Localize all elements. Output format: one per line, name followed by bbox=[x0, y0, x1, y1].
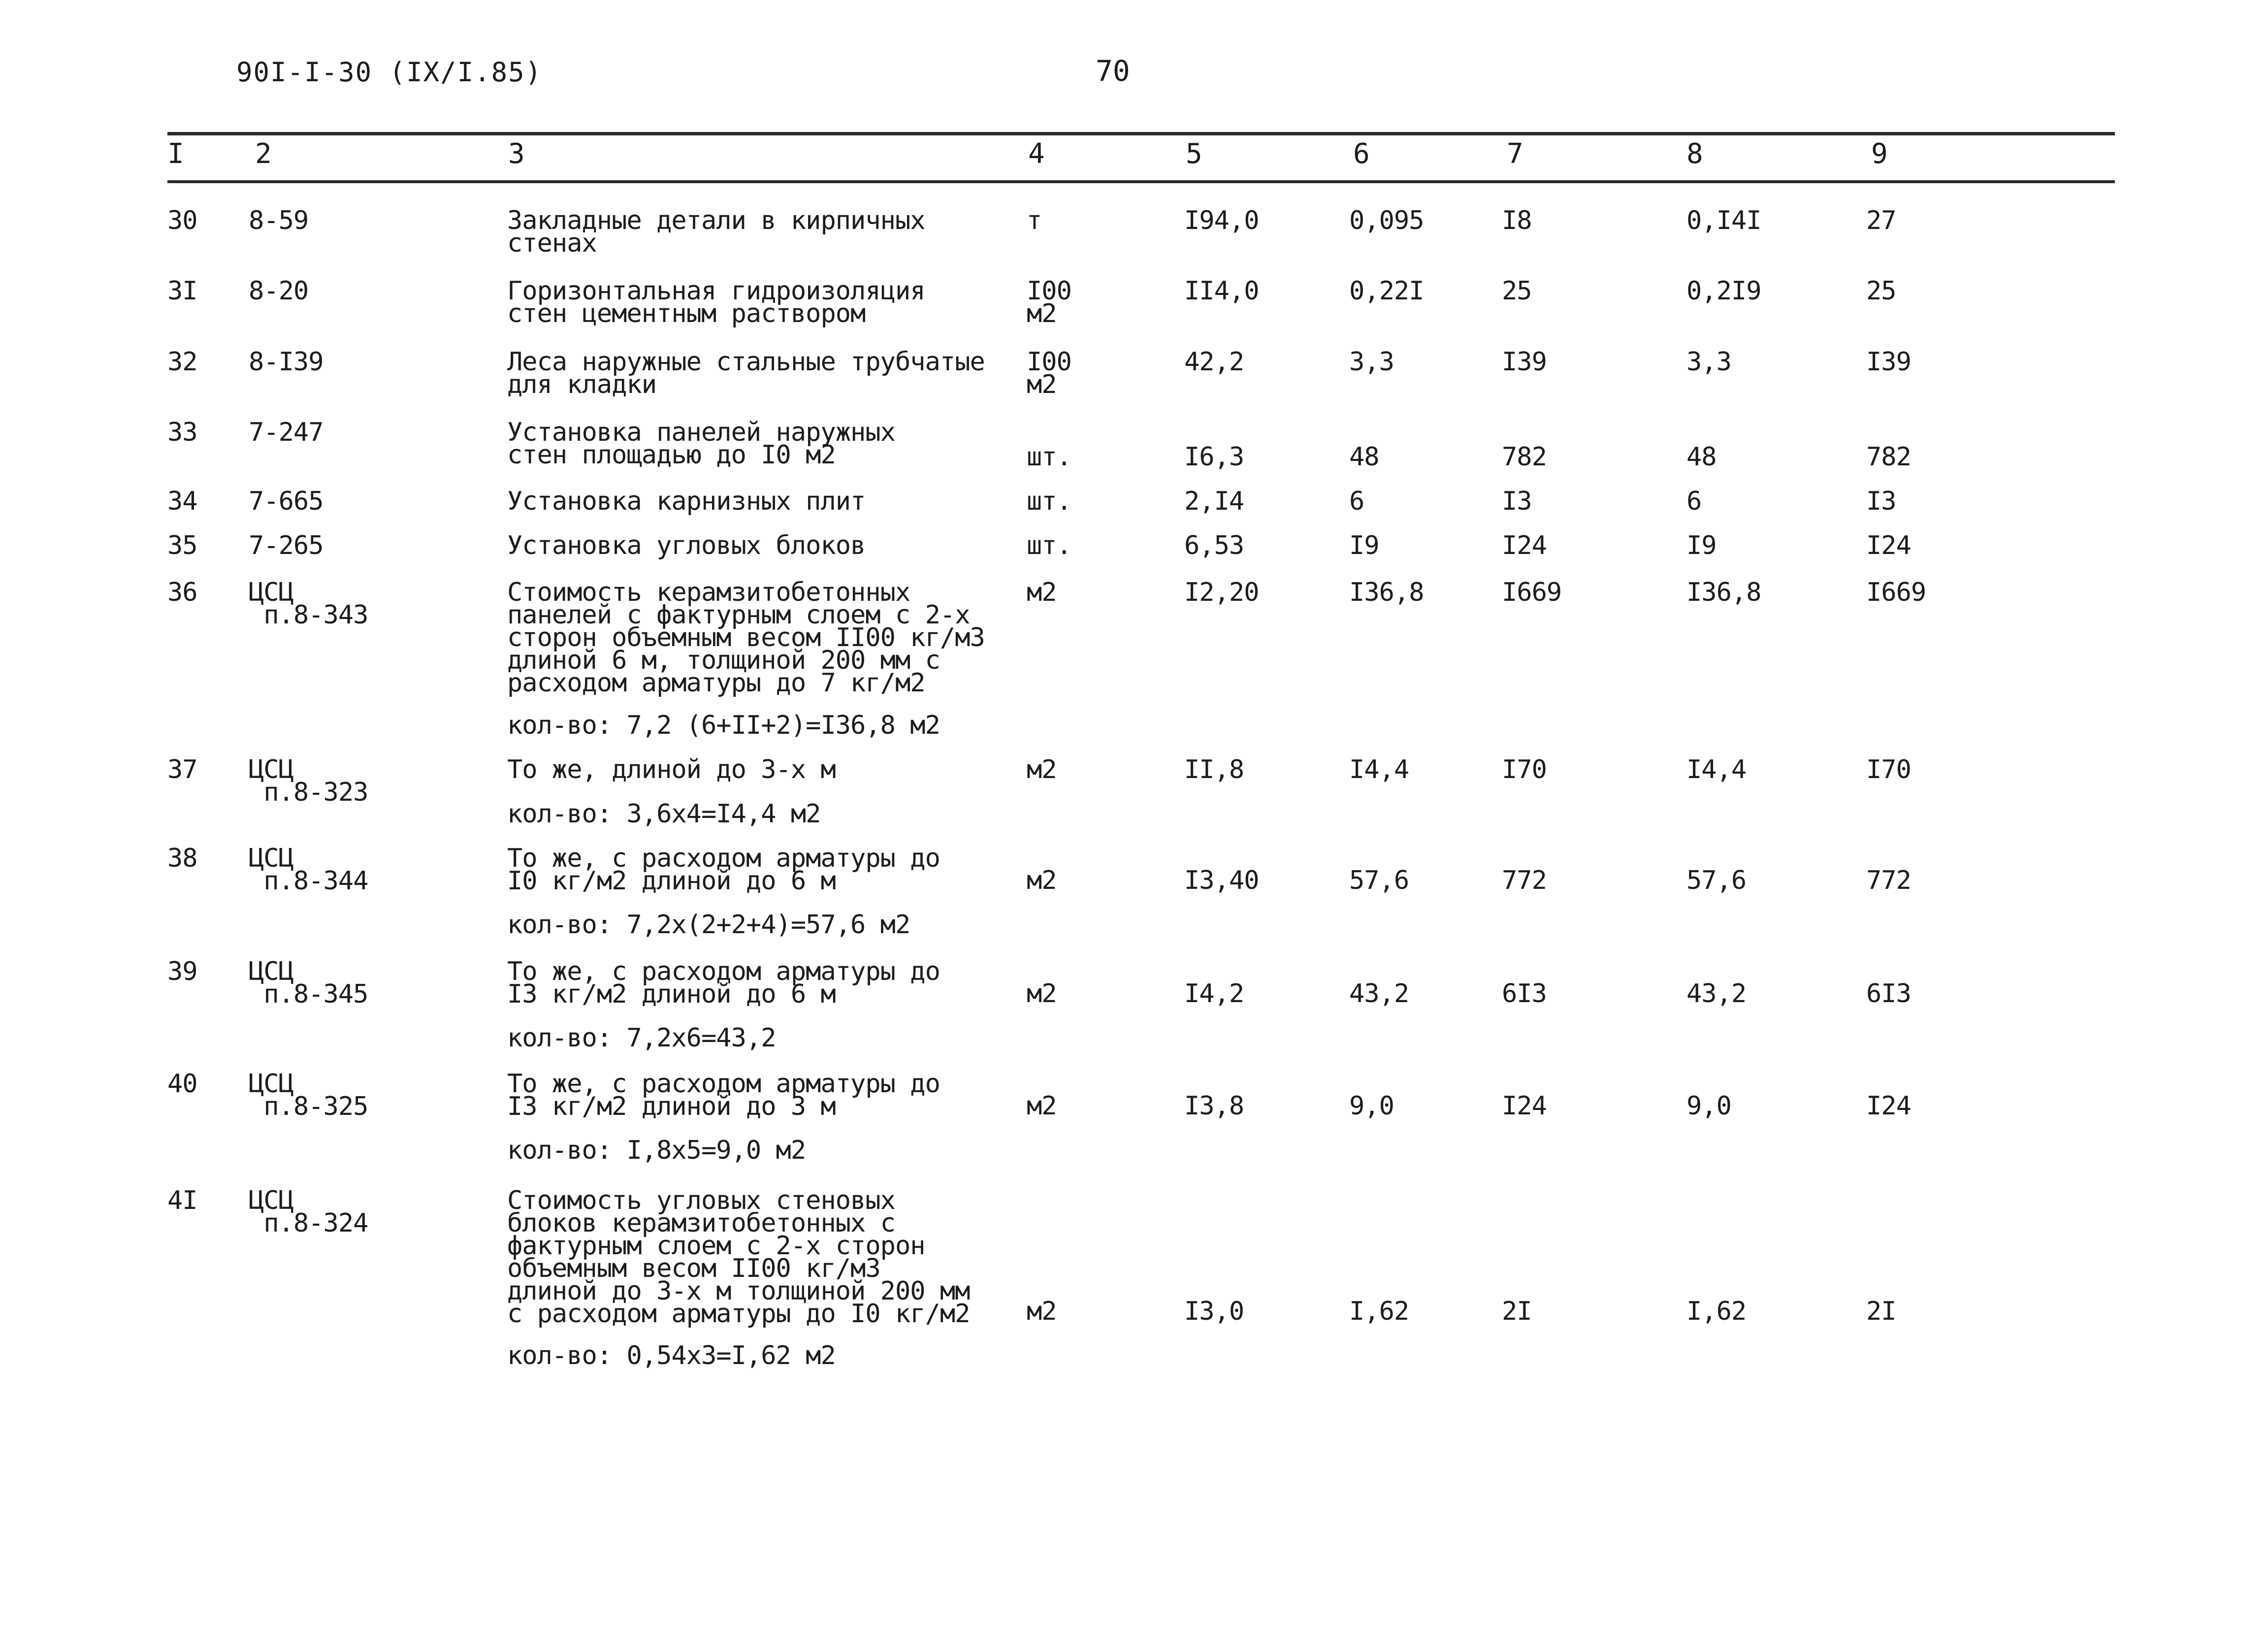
row-col7-value: I24 bbox=[1502, 1091, 1547, 1121]
row-code: 7-665 bbox=[249, 487, 324, 516]
row-col9-value: 772 bbox=[1866, 866, 1911, 895]
row-quantity-note: кол-во: 7,2х(2+2+4)=57,6 м2 bbox=[507, 910, 910, 940]
row-code: 8-20 bbox=[249, 276, 309, 306]
row-col5-value: 6,53 bbox=[1184, 531, 1244, 560]
row-description: Леса наружные стальные трубчатые для кладки bbox=[507, 347, 985, 399]
row-unit: м2 bbox=[1027, 866, 1057, 895]
row-col8-value: 0,I4I bbox=[1686, 206, 1761, 235]
row-col6-value: 0,22I bbox=[1349, 276, 1424, 306]
row-unit: шт. bbox=[1027, 442, 1071, 472]
row-unit: I00 м2 bbox=[1027, 347, 1071, 399]
row-number: 33 bbox=[167, 418, 197, 447]
row-col8-value: 3,3 bbox=[1686, 347, 1731, 377]
row-unit: I00 м2 bbox=[1027, 276, 1071, 328]
row-col6-value: 3,3 bbox=[1349, 347, 1394, 377]
column-header-9: 9 bbox=[1871, 138, 1888, 170]
row-description: То же, с расходом арматуры до I3 кг/м2 длиной до 6 м bbox=[507, 957, 940, 1009]
row-number: 39 bbox=[167, 957, 197, 986]
row-number: 3I bbox=[167, 276, 197, 306]
column-header-7: 7 bbox=[1507, 138, 1523, 170]
row-col8-value: 9,0 bbox=[1686, 1091, 1731, 1121]
row-col9-value: 25 bbox=[1866, 276, 1896, 306]
row-code: 8-59 bbox=[249, 206, 309, 235]
row-number: 36 bbox=[167, 578, 197, 607]
row-col8-value: 43,2 bbox=[1686, 979, 1747, 1009]
row-col9-value: 2I bbox=[1866, 1297, 1896, 1326]
row-number: 34 bbox=[167, 487, 197, 516]
row-col7-value: 6I3 bbox=[1502, 979, 1547, 1009]
row-number: 37 bbox=[167, 755, 197, 784]
row-description: То же, с расходом арматуры до I0 кг/м2 длиной до 6 м bbox=[507, 844, 940, 896]
row-code: ЦСЦ п.8-344 bbox=[249, 844, 368, 896]
row-description: Закладные детали в кирпичных стенах bbox=[507, 206, 925, 258]
row-col5-value: I6,3 bbox=[1184, 442, 1244, 472]
column-header-1: I bbox=[167, 138, 184, 170]
row-col5-value: I4,2 bbox=[1184, 979, 1244, 1009]
row-number: 40 bbox=[167, 1069, 197, 1099]
table-header-rule bbox=[167, 180, 2115, 183]
row-col6-value: 48 bbox=[1349, 442, 1379, 472]
row-description: Стоимость угловых стеновых блоков керамзитобетонных с фактурным слоем с 2-х сторон объемным весом II00 кг/м3 длиной до 3-х м толщиной 200 мм с расходом арматуры до I0 кг/м2 bbox=[507, 1186, 970, 1329]
row-description: Установка карнизных плит bbox=[507, 487, 866, 516]
column-header-2: 2 bbox=[255, 138, 272, 170]
row-code: 8-I39 bbox=[249, 347, 324, 377]
row-unit: м2 bbox=[1027, 1091, 1057, 1121]
row-col8-value: 48 bbox=[1686, 442, 1717, 472]
row-col7-value: I8 bbox=[1502, 206, 1532, 235]
row-col6-value: I36,8 bbox=[1349, 578, 1424, 607]
row-code: 7-265 bbox=[249, 531, 324, 560]
row-col5-value: I3,0 bbox=[1184, 1297, 1244, 1326]
row-quantity-note: кол-во: 0,54х3=I,62 м2 bbox=[507, 1341, 836, 1370]
row-col6-value: 6 bbox=[1349, 487, 1364, 516]
row-col8-value: 57,6 bbox=[1686, 866, 1747, 895]
row-code: ЦСЦ п.8-343 bbox=[249, 578, 368, 630]
row-col8-value: I9 bbox=[1686, 531, 1717, 560]
row-col7-value: I669 bbox=[1502, 578, 1562, 607]
row-col5-value: II,8 bbox=[1184, 755, 1244, 784]
row-col7-value: 25 bbox=[1502, 276, 1532, 306]
row-quantity-note: кол-во: I,8х5=9,0 м2 bbox=[507, 1136, 806, 1165]
row-unit: м2 bbox=[1027, 1297, 1057, 1326]
row-col5-value: 42,2 bbox=[1184, 347, 1244, 377]
row-col6-value: I4,4 bbox=[1349, 755, 1409, 784]
row-col9-value: 27 bbox=[1866, 206, 1896, 235]
row-col9-value: I669 bbox=[1866, 578, 1926, 607]
row-col5-value: I3,40 bbox=[1184, 866, 1259, 895]
row-description: То же, с расходом арматуры до I3 кг/м2 длиной до 3 м bbox=[507, 1069, 940, 1121]
row-unit: шт. bbox=[1027, 531, 1071, 560]
row-col7-value: 2I bbox=[1502, 1297, 1532, 1326]
row-col6-value: 43,2 bbox=[1349, 979, 1409, 1009]
row-col6-value: 9,0 bbox=[1349, 1091, 1394, 1121]
row-col7-value: I3 bbox=[1502, 487, 1532, 516]
row-col9-value: I3 bbox=[1866, 487, 1896, 516]
row-col8-value: I,62 bbox=[1686, 1297, 1747, 1326]
row-col7-value: I70 bbox=[1502, 755, 1547, 784]
row-unit: м2 bbox=[1027, 979, 1057, 1009]
row-description: Установка угловых блоков bbox=[507, 531, 866, 560]
row-col8-value: I36,8 bbox=[1686, 578, 1761, 607]
row-col6-value: 57,6 bbox=[1349, 866, 1409, 895]
document-code: 90I-I-30 (IX/I.85) bbox=[236, 57, 543, 88]
table-top-rule bbox=[167, 132, 2115, 135]
row-number: 30 bbox=[167, 206, 197, 235]
row-col9-value: I39 bbox=[1866, 347, 1911, 377]
row-col9-value: 782 bbox=[1866, 442, 1911, 472]
row-col6-value: I,62 bbox=[1349, 1297, 1409, 1326]
column-header-4: 4 bbox=[1028, 138, 1045, 170]
row-number: 32 bbox=[167, 347, 197, 377]
row-description: То же, длиной до 3-х м bbox=[507, 755, 836, 784]
row-col9-value: I70 bbox=[1866, 755, 1911, 784]
row-unit: т bbox=[1027, 206, 1042, 235]
row-col5-value: I2,20 bbox=[1184, 578, 1259, 607]
row-col7-value: 782 bbox=[1502, 442, 1547, 472]
row-col8-value: I4,4 bbox=[1686, 755, 1747, 784]
row-col5-value: I3,8 bbox=[1184, 1091, 1244, 1121]
row-col7-value: 772 bbox=[1502, 866, 1547, 895]
row-code: ЦСЦ п.8-324 bbox=[249, 1186, 368, 1238]
row-quantity-note: кол-во: 7,2х6=43,2 bbox=[507, 1023, 776, 1053]
column-header-5: 5 bbox=[1186, 138, 1202, 170]
column-header-3: 3 bbox=[508, 138, 525, 170]
row-col5-value: 2,I4 bbox=[1184, 487, 1244, 516]
page-number: 70 bbox=[1096, 54, 1130, 88]
row-col9-value: 6I3 bbox=[1866, 979, 1911, 1009]
row-unit: шт. bbox=[1027, 487, 1071, 516]
row-description: Установка панелей наружных стен площадью до I0 м2 bbox=[507, 418, 895, 470]
row-col9-value: I24 bbox=[1866, 1091, 1911, 1121]
row-number: 38 bbox=[167, 844, 197, 873]
row-description: Стоимость керамзитобетонных панелей с фактурным слоем с 2-х сторон объемным весом II00 кг/м3 длиной 6 м, толщиной 200 мм с расходом арматуры до 7 кг/м2 bbox=[507, 578, 985, 698]
row-quantity-note: кол-во: 3,6х4=I4,4 м2 bbox=[507, 799, 821, 829]
row-col8-value: 6 bbox=[1686, 487, 1702, 516]
row-description: Горизонтальная гидроизоляция стен цементным раствором bbox=[507, 276, 925, 328]
row-code: 7-247 bbox=[249, 418, 324, 447]
row-unit: м2 bbox=[1027, 578, 1057, 607]
column-header-6: 6 bbox=[1353, 138, 1370, 170]
row-col7-value: I39 bbox=[1502, 347, 1547, 377]
row-unit: м2 bbox=[1027, 755, 1057, 784]
row-code: ЦСЦ п.8-345 bbox=[249, 957, 368, 1009]
row-col6-value: 0,095 bbox=[1349, 206, 1424, 235]
row-number: 35 bbox=[167, 531, 197, 560]
row-quantity-note: кол-во: 7,2 (6+II+2)=I36,8 м2 bbox=[507, 711, 940, 740]
row-col6-value: I9 bbox=[1349, 531, 1379, 560]
row-code: ЦСЦ п.8-325 bbox=[249, 1069, 368, 1121]
column-header-8: 8 bbox=[1686, 138, 1703, 170]
row-code: ЦСЦ п.8-323 bbox=[249, 755, 368, 807]
row-col8-value: 0,2I9 bbox=[1686, 276, 1761, 306]
row-col7-value: I24 bbox=[1502, 531, 1547, 560]
row-col5-value: I94,0 bbox=[1184, 206, 1259, 235]
row-number: 4I bbox=[167, 1186, 197, 1215]
row-col5-value: II4,0 bbox=[1184, 276, 1259, 306]
row-col9-value: I24 bbox=[1866, 531, 1911, 560]
